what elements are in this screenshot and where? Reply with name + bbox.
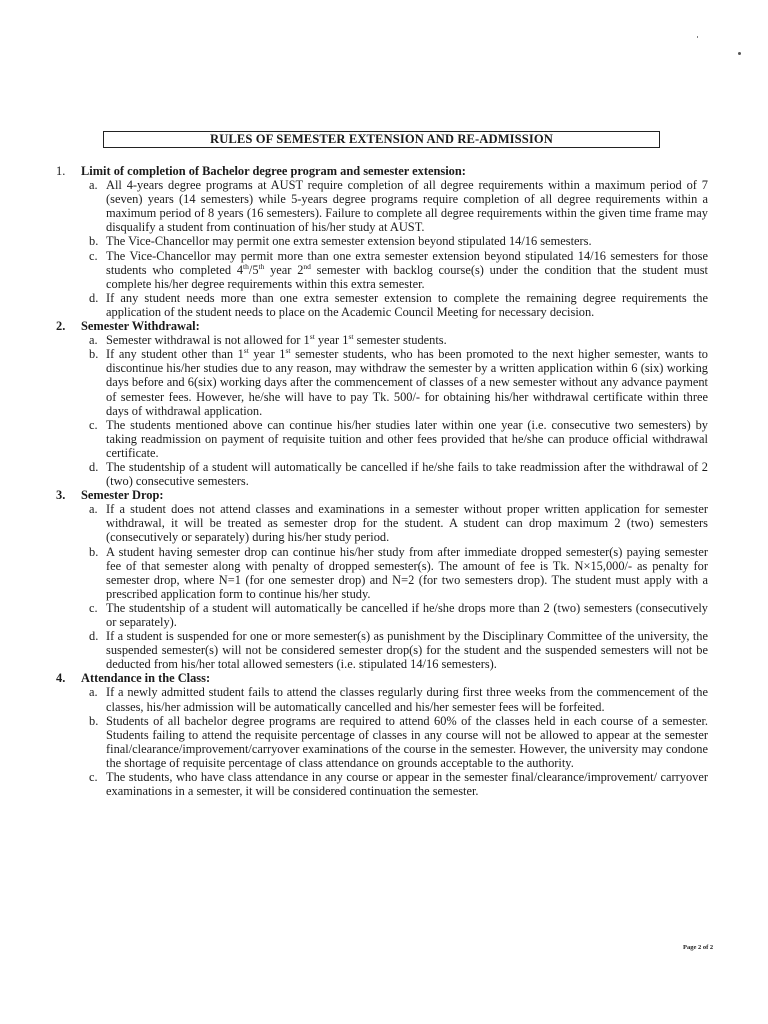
section-heading: Limit of completion of Bachelor degree program and semester extension: (81, 164, 466, 178)
rule-text: If a student does not attend classes and examinations in a semester without proper written application for semester withdrawal, it will be treated as semester drop for the student. A student can drop maximum 2 (two) semesters (consecutively or separately) during his/her study period. (106, 502, 708, 545)
rule-item (81, 770, 708, 798)
rule-letter: c. (89, 417, 98, 432)
scan-speck (738, 52, 741, 55)
rule-text: If a newly admitted student fails to attend the classes regularly during first three weeks from the commencement of the classes, his/her admission will be automatically cancelled and his/her semester fees will be forfeited. (106, 685, 708, 714)
rule-text: If any student other than 1st year 1st semester students, who has been promoted to the next higher semester, wants to discontinue his/her studies due to any reason, may withdraw the semester by a written application within 6 (six) working days before and 6(six) working days after the commencement of classes of a new semester without any advance payment of semester fees. However, he/she will have to pay Tk. 500/- for obtaining his/her withdrawal certificate within three days of withdrawal application. (106, 346, 708, 418)
rule-text: All 4-years degree programs at AUST require completion of all degree requirements within a maximum period of 7 (seven) years (14 semesters) while 5-years degree programs require completion of all degree requirements within a maximum period of 8 years (16 semesters). Failure to complete all degree requirements within the given time frame may disqualify a student from continuation of his/her study at AUST. (106, 178, 708, 235)
rule-item (81, 249, 708, 291)
rule-item (81, 234, 708, 248)
rule-text: The Vice-Chancellor may permit one extra semester extension beyond stipulated 14/16 semesters. (106, 234, 592, 249)
rule-letter: b. (89, 347, 99, 362)
section-heading: Semester Withdrawal: (81, 319, 200, 334)
rule-letter: a. (89, 685, 98, 700)
rule-letter: b. (89, 234, 99, 249)
rule-list (81, 685, 708, 798)
rule-text: If any student needs more than one extra semester extension to complete the remaining degree requirements the application of the student needs to place on the Academic Council Meeting for necessary decision. (106, 290, 708, 319)
rule-letter: b. (89, 544, 99, 559)
rule-text: If a student is suspended for one or more semester(s) as punishment by the Disciplinary Committee of the university, the suspended semester(s) will not be considered semester drop(s) for the student and the suspended semesters will not be deducted from his/her total allowed semesters (i.e. stipulated 14/16 semesters). (106, 629, 708, 672)
rule-item (81, 629, 708, 671)
rule-item (81, 291, 708, 319)
rule-letter: d. (89, 290, 99, 305)
section-heading: Semester Drop: (81, 488, 164, 503)
rule-list (81, 178, 708, 319)
rule-item (81, 418, 708, 460)
rule-text: The studentship of a student will automatically be cancelled if he/she fails to take readmission after the withdrawal of 2 (two) consecutive semesters. (106, 459, 708, 489)
rule-text: The Vice-Chancellor may permit more than one extra semester extension beyond stipulated 14/16 semesters for those students who completed 4th/5th year 2nd semester with backlog course(s) under the condition that the student must complete his/her degree requirements within this extra semester. (106, 248, 708, 291)
rule-letter: d. (89, 629, 99, 644)
rule-text: Semester withdrawal is not allowed for 1st year 1st semester students. (106, 332, 447, 348)
rule-text: Students of all bachelor degree programs are required to attend 60% of the classes held in each course of a semester. Students failing to attend the requisite percentage of classes in any course will not be allowed to appear at the semester final/clearance/improvement/carryover examinations of the course in the semester. However, the university may condone the shortage of requisite percentage of class attendance on grounds acceptable to the authority. (106, 713, 708, 770)
section-number: 2. (56, 319, 66, 334)
rule-list (81, 333, 708, 488)
rule-letter: a. (89, 502, 98, 517)
rule-item (81, 685, 708, 713)
rule-item (81, 347, 708, 417)
section-number: 3. (56, 488, 66, 503)
rule-letter: a. (89, 333, 98, 348)
section-number: 1. (56, 164, 66, 178)
document-title: RULES OF SEMESTER EXTENSION AND RE-ADMISSION (103, 131, 660, 148)
section (48, 164, 708, 319)
rule-item (81, 178, 708, 234)
rule-letter: c. (89, 770, 98, 785)
rule-letter: d. (89, 459, 99, 474)
rule-text: The studentship of a student will automatically be cancelled if he/she drops more than 2 (two) semesters (consecutively or separately). (106, 600, 708, 629)
rule-item (81, 460, 708, 488)
section-number: 4. (56, 671, 66, 686)
rule-item (81, 333, 708, 347)
rule-letter: b. (89, 713, 99, 728)
section (48, 671, 708, 798)
section-heading: Attendance in the Class: (81, 671, 211, 686)
rule-list (81, 502, 708, 671)
rules-content (48, 164, 708, 798)
rule-item (81, 601, 708, 629)
rule-item (81, 545, 708, 601)
rule-item (81, 502, 708, 544)
rule-item (81, 714, 708, 770)
section (48, 319, 708, 488)
rule-letter: c. (89, 248, 98, 263)
section (48, 488, 708, 671)
rule-text: The students, who have class attendance in any course or appear in the semester final/clearance/improvement/ carryover examinations in a semester, it will be considered continuation the semester. (106, 770, 708, 799)
rule-text: The students mentioned above can continue his/her studies later within one year (i.e. consecutive two semesters) by taking readmission on payment of requisite tuition and other fees provided that he/she can produce official withdrawal certificate. (106, 417, 708, 460)
rule-text: A student having semester drop can continue his/her study from after immediate dropped semester(s) paying semester fee of that semester along with penalty of dropped semester(s). The amount of fee is Tk. N×15,000/- as penalty for semester drop, where N=1 (for one semester drop) and N=2 (for two semesters drop). The student must apply with a prescribed application form to continue his/her study. (106, 544, 708, 601)
page-number: Page 2 of 2 (683, 944, 714, 951)
scan-speck (697, 36, 698, 38)
rule-letter: a. (89, 178, 98, 193)
rule-letter: c. (89, 600, 98, 615)
